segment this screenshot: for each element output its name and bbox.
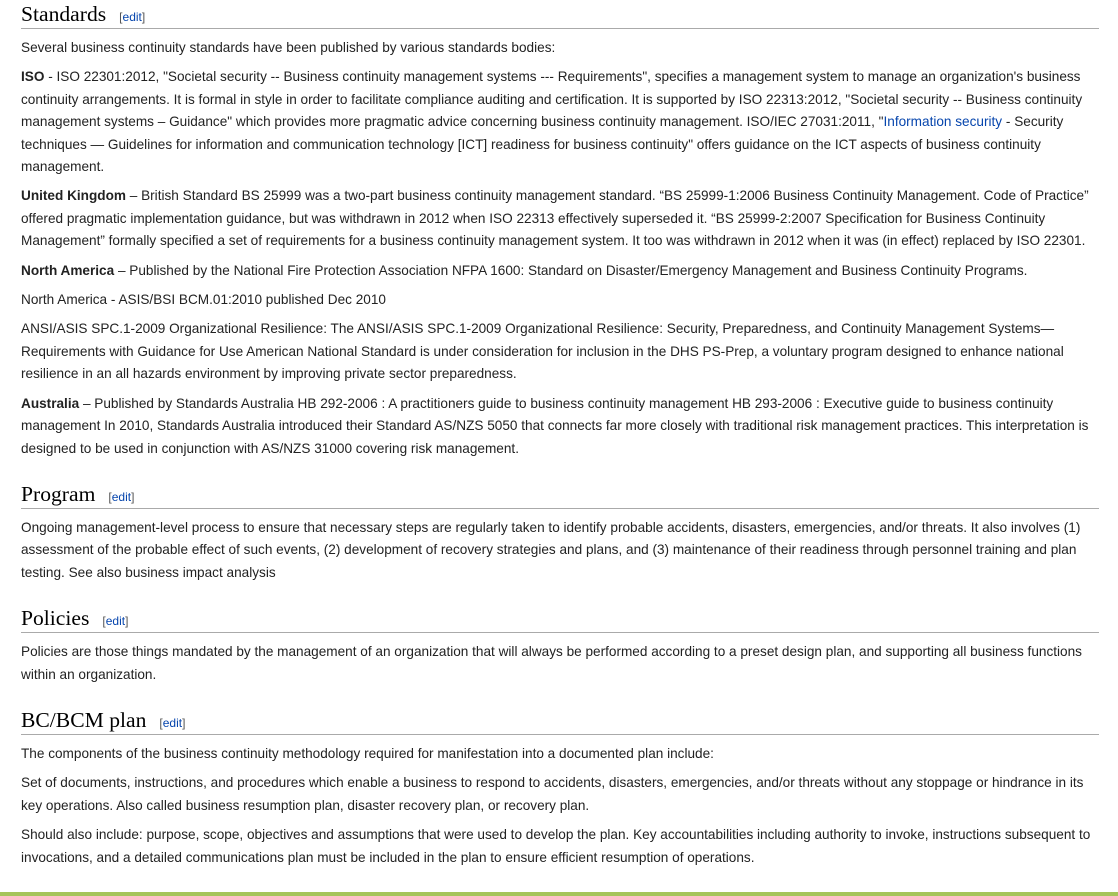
standards-uk xyxy=(21,185,1099,252)
australia-text: – Published by Standards Australia HB 292-2006 : A practitioners guide to business continuity management HB 293-2006 : Executive guide to business continuity management In 2010, Standards Australia introduced their Standard AS/NZS 5050 that connects far more closely with traditional risk management practices. This interpretation is designed to be used in conjunction with AS/NZS 31000 covering risk management. xyxy=(21,395,1089,456)
edit-section: [edit] xyxy=(119,10,146,24)
standards-na xyxy=(21,260,1099,282)
standards-iso xyxy=(21,66,1099,178)
heading-program xyxy=(21,481,1099,509)
standards-na2: North America - ASIS/BSI BCM.01:2010 published Dec 2010 xyxy=(21,292,386,308)
information-security-link[interactable]: Information security xyxy=(883,114,1003,130)
edit-link-policies[interactable]: edit xyxy=(105,614,126,629)
edit-link-program[interactable]: edit xyxy=(111,489,132,504)
edit-link-standards[interactable]: edit xyxy=(122,10,142,24)
label-na: North America xyxy=(21,262,115,278)
section-title: BC/BCM plan xyxy=(21,707,147,732)
label-uk: United Kingdom xyxy=(21,188,126,204)
edit-section: [edit] xyxy=(159,715,186,730)
label-iso: ISO xyxy=(21,69,45,85)
heading-policies xyxy=(21,605,1099,633)
standards-intro: Several business continuity standards have been published by various standards bodies: xyxy=(21,40,556,55)
program-text: Ongoing management-level process to ensure that necessary steps are regularly taken to identify probable accidents, disasters, emergencies, and/or threats. It also involves (1) assessment of the probable effect of such events, (2) development of recovery strategies and plans, and (3) maintenance of their readiness through personnel training and plan testing. See also business impact analysis xyxy=(21,519,1081,580)
edit-link-bcplan[interactable]: edit xyxy=(162,715,183,730)
bcplan-p2: Should also include: purpose, scope, objectives and assumptions that were used to develop the plan. Key accountabilities including authority to invoke, instructions subsequent to invocations, and a detailed communications plan must be included in the plan to ensure efficient resumption of operations. xyxy=(21,827,1091,865)
iso-text-1: - ISO 22301:2012, "Societal security -- Business continuity management systems --- Requirements", specifies a management system to manage an organization's business continuity arrangements. It is formal in style in order to facilitate compliance auditing and certification. It is supported by ISO 22313:2012, "Societal security -- Business continuity management systems – Guidance" which provides more pragmatic advice concerning business continuity management. ISO/IEC 27031:2011, " xyxy=(21,69,1083,130)
heading-standards xyxy=(21,1,1099,29)
standards-ansi: ANSI/ASIS SPC.1-2009 Organizational Resilience: The ANSI/ASIS SPC.1-2009 Organizational Resilience: Security, Preparedness, and Continuity Management Systems—Requirements with Guidance for Use American National Standard is under consideration for inclusion in the DHS PS-Prep, a voluntary program designed to enhance national resilience in an all hazards environment by improving private sector preparedness. xyxy=(21,321,1064,382)
heading-bcplan xyxy=(21,707,1099,735)
bcplan-intro: The components of the business continuity methodology required for manifestation into a documented plan include: xyxy=(21,745,714,761)
uk-text: – British Standard BS 25999 was a two-part business continuity management standard. “BS 25999-1:2006 Business Continuity Management. Code of Practice” offered pragmatic implementation guidance, but was withdrawn in 2012 when ISO 22313 effectively superseded it. “BS 25999-2:2007 Specification for Business Continuity Management” formally specified a set of requirements for a business continuity management system. It too was withdrawn in 2012 when it was (in effect) replaced by ISO 22301. xyxy=(21,188,1089,249)
bottom-bar xyxy=(0,892,1118,896)
label-australia: Australia xyxy=(21,395,80,411)
section-title: Standards xyxy=(21,2,107,26)
edit-section: [edit] xyxy=(102,614,129,629)
iso-text-2: - Security techniques — Guidelines for information and communication technology [ICT] readiness for business continuity" offers guidance on the ICT aspects of business continuity management. xyxy=(21,114,1064,175)
section-title: Program xyxy=(21,481,96,506)
na-text: – Published by the National Fire Protection Association NFPA 1600: Standard on Disaster/Emergency Management and Business Continuity Programs. xyxy=(114,262,1028,278)
standards-australia xyxy=(21,393,1099,460)
edit-section: [edit] xyxy=(108,489,135,504)
article-content xyxy=(21,0,1099,869)
bcplan-p1: Set of documents, instructions, and procedures which enable a business to respond to accidents, disasters, emergencies, and/or threats without any stoppage or hindrance in its key operations. Also called business resumption plan, disaster recovery plan, or recovery plan. xyxy=(21,775,1084,813)
section-title: Policies xyxy=(21,606,90,631)
policies-text: Policies are those things mandated by the management of an organization that will always be performed according to a preset design plan, and supporting all business functions within an organization. xyxy=(21,644,1082,682)
